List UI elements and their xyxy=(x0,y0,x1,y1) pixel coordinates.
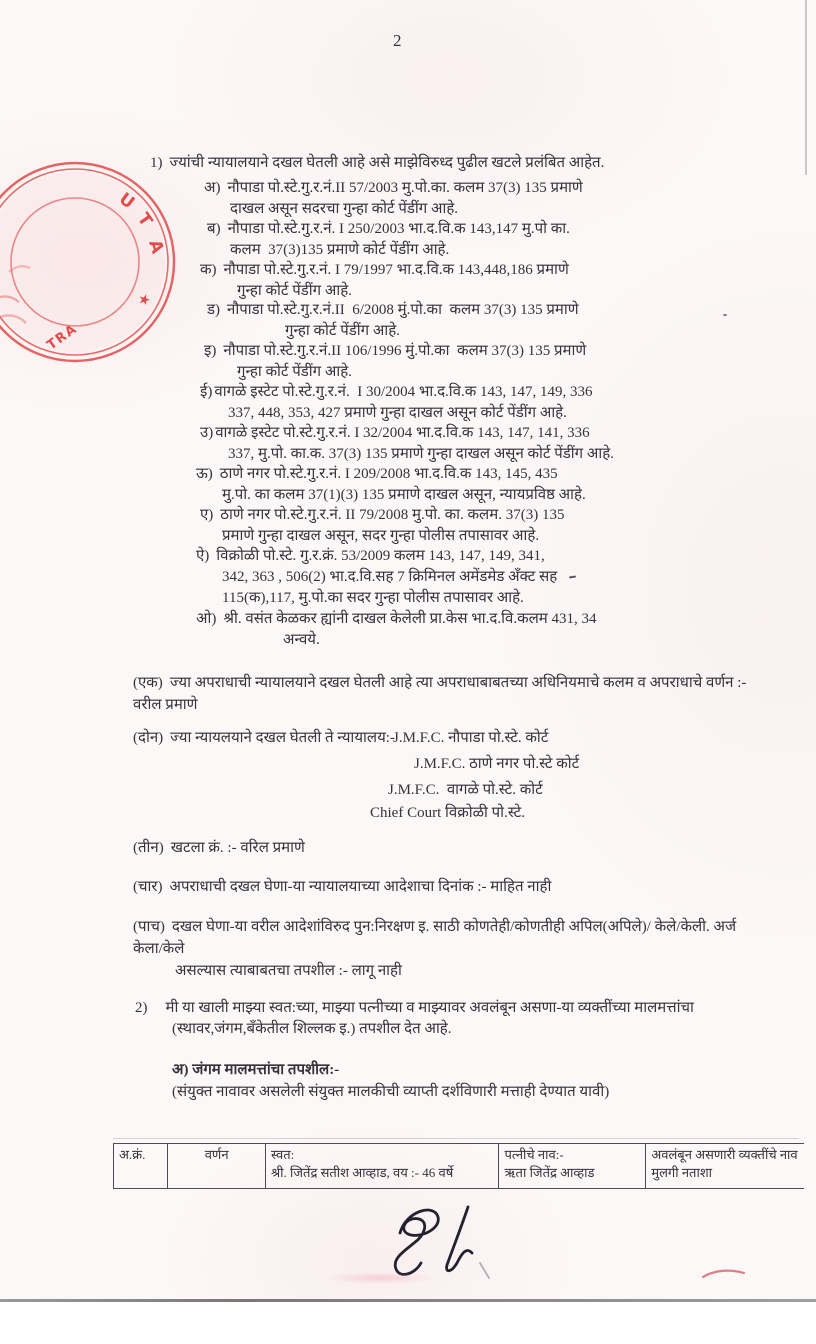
case-line: गुन्हा कोर्ट पेंडींग आहे. xyxy=(237,283,352,299)
court-line: J.M.F.C. वागळे पो.स्टे. कोर्ट xyxy=(388,782,543,798)
case-line xyxy=(200,260,569,280)
case-text: वागळे इस्टेट पो.स्टे.गु.र.नं. I 32/2004 भा.द.वि.क 143, 147, 141, 336 xyxy=(215,425,590,441)
cell-value: श्री. जितेंद्र सतीश आव्हाड, वय :- 46 वर्षे xyxy=(270,1165,454,1180)
case-label: ई) xyxy=(200,384,213,400)
court-line: Chief Court विक्रोळी पो.स्टे. xyxy=(370,805,525,821)
section2-line: (स्थावर,जंगम,बँकेतील शिल्लक इ.) तपशील देत आहे. xyxy=(172,1021,452,1037)
case-text: ठाणे नगर पो.स्टे.गु.र.नं. I 209/2008 भा.द.वि.क 143, 145, 435 xyxy=(219,466,558,482)
case-text: नौपाडा पो.स्टे.गु.र.नं. I 250/2003 भा.द.वि.क 143,147 मु.पो का. xyxy=(227,221,570,237)
clause-label: (दोन) xyxy=(133,730,164,746)
scan-artifact-line xyxy=(113,1138,799,1139)
cell-value: ऋता जितेंद्र आव्हाड xyxy=(504,1165,595,1180)
red-mark xyxy=(700,1266,748,1282)
case-line: दाखल असून सदरचा गुन्हा कोर्ट पेंडींग आहे. xyxy=(230,201,459,217)
column-header: वर्णन xyxy=(204,1147,229,1162)
scan-edge-line xyxy=(805,0,807,175)
clause-label: (एक) xyxy=(133,675,163,691)
stamp-letter: A xyxy=(144,237,168,257)
assets-table xyxy=(113,1143,804,1189)
cell-value: मुलगी नताशा xyxy=(651,1165,713,1180)
case-line xyxy=(204,341,586,361)
movable-assets-heading: अ) जंगम मालमत्तांचा तपशील:- xyxy=(172,1062,340,1078)
clause-five-line: केला/केले xyxy=(133,941,185,957)
case-line: 337, मु.पो. का.क. 37(3) 135 प्रमाणे गुन्हा दाखल असून कोर्ट पेंडींग आहे. xyxy=(228,446,614,462)
section2-number: 2) xyxy=(135,1000,148,1016)
clause-label: (चार) xyxy=(133,879,163,895)
clause-text: ज्या अपराधाची न्यायालयाने दखल घेतली आहे त्या अपराधाबाबतच्या अधिनियमाचे कलम व अपराधाचे वर्णन :- xyxy=(169,675,747,691)
clause-one-answer: वरील प्रमाणे xyxy=(133,697,198,713)
court-line: J.M.F.C. नौपाडा पो.स्टे. कोर्ट xyxy=(393,730,549,746)
case-line xyxy=(204,178,583,198)
case-label: ब) xyxy=(207,221,221,237)
clause-five xyxy=(133,917,736,937)
case-label: उ) xyxy=(200,425,214,441)
case-label: ए) xyxy=(200,507,214,523)
page-number: 2 xyxy=(393,31,402,50)
movable-assets-note: (संयुक्त नावावर असलेली संयुक्त मालकीची व्याप्ती दर्शविणारी मत्ताही देण्यात यावी) xyxy=(172,1084,610,1100)
case-label: ऐ) xyxy=(196,548,210,564)
column-header: अवलंबून असणारी व्यक्तींचे नाव xyxy=(651,1147,798,1162)
clause-three xyxy=(133,838,305,858)
case-line xyxy=(196,609,597,629)
case-label: ओ) xyxy=(196,611,217,627)
case-line: 115(क),117, मु.पो.का सदर गुन्हा पोलीस तपासावर आहे. xyxy=(222,590,524,606)
column-header: पत्नीचे नाव:- xyxy=(504,1147,564,1162)
case-label: इ) xyxy=(204,343,217,359)
case-text: वागळे इस्टेट पो.स्टे.गु.र.नं. I 30/2004 भा.द.वि.क 143, 147, 149, 336 xyxy=(214,384,593,400)
case-label: क) xyxy=(200,262,217,278)
case-text: नौपाडा पो.स्टे.गु.र.नं. I 79/1997 भा.द.वि.क 143,448,186 प्रमाणे xyxy=(223,262,569,278)
case-text: नौपाडा पो.स्टे.गु.र.नं.II 6/2008 मुं.पो.का कलम 37(3) 135 प्रमाणे xyxy=(227,302,579,318)
case-line: मु.पो. का कलम 37(1)(3) 135 प्रमाणे दाखल असून, न्यायप्रविष्ठ आहे. xyxy=(222,487,586,503)
clause-one xyxy=(133,673,746,693)
column-header: अ.क्रं. xyxy=(119,1147,146,1162)
case-text: ठाणे नगर पो.स्टे.गु.र.नं. II 79/2008 मु.पो. का. कलम. 37(3) 135 xyxy=(220,507,565,523)
table-col-description xyxy=(168,1144,266,1188)
clause-five-line: असल्यास त्याबाबतचा तपशील :- लागू नाही xyxy=(175,963,402,979)
case-line xyxy=(207,300,579,320)
case-label: अ) xyxy=(204,180,221,196)
table-col-serial xyxy=(114,1144,168,1188)
stamp-letter: T xyxy=(132,209,156,231)
table-col-self xyxy=(266,1144,500,1188)
pink-smudge xyxy=(325,1272,435,1284)
case-line: 337, 448, 353, 427 प्रमाणे गुन्हा दाखल असून कोर्ट पेंडींग आहे. xyxy=(228,405,567,421)
signature xyxy=(348,1193,528,1303)
case-line: गुन्हा कोर्ट पेंडींग आहे. xyxy=(285,323,400,339)
case-line: अन्वये. xyxy=(283,632,320,648)
clause-text: दखल घेणा-या वरील आदेशांविरुद पुन:निरक्षण इ. साठी कोणतेही/कोणतीही अपिल(अपिले)/ केले/केली. अर्ज xyxy=(171,919,737,935)
clause-text: ज्या न्यायलयाने दखल घेतली ते न्यायालय:- xyxy=(170,730,395,746)
case-line: 342, 363 , 506(2) भा.द.वि.सह 7 क्रिमिनल अमेंडमेड अँक्ट सह xyxy=(222,569,558,585)
case-line xyxy=(207,219,570,239)
clause-text: अपराधाची दखल घेणा-या न्यायालयाच्या आदेशाचा दिनांक :- माहित नाही xyxy=(169,879,552,895)
case-line xyxy=(200,382,593,402)
table-col-dependents xyxy=(646,1144,804,1188)
stamp-letter: U xyxy=(114,189,139,214)
case-text: श्री. वसंत केळकर ह्यांनी दाखल केलेली प्रा.केस भा.द.वि.कलम 431, 34 xyxy=(223,611,597,627)
case-label: ड) xyxy=(207,302,221,318)
clause-two xyxy=(133,728,395,748)
clause-four xyxy=(133,877,551,897)
case-line xyxy=(200,423,590,443)
case-text: नौपाडा पो.स्टे.गु.र.नं.II 106/1996 मुं.पो.का कलम 37(3) 135 प्रमाणे xyxy=(223,343,587,359)
section1-intro-text: ज्यांची न्यायालयाने दखल घेतली आहे असे माझेविरुध्द पुढील खटले प्रलंबित आहेत. xyxy=(169,155,605,171)
table-col-wife xyxy=(499,1144,646,1188)
clause-text: खटला क्रं. :- वरिल प्रमाणे xyxy=(170,840,305,856)
stamp-star-icon: ★ xyxy=(135,290,153,310)
stamp-bottom-text: TRA xyxy=(44,321,81,354)
case-line xyxy=(196,464,558,484)
scan-speck xyxy=(723,314,727,316)
case-line: गुन्हा कोर्ट पेंडींग आहे. xyxy=(237,364,352,380)
paper-bottom-edge xyxy=(0,1299,816,1302)
case-line xyxy=(200,505,564,525)
clause-label: (पाच) xyxy=(133,919,165,935)
case-line: प्रमाणे गुन्हा दाखल असून, सदर गुन्हा पोलीस तपासावर आहे. xyxy=(222,528,540,544)
court-line: J.M.F.C. ठाणे नगर पो.स्टे कोर्ट xyxy=(414,756,580,772)
case-text: नौपाडा पो.स्टे.गु.र.नं.II 57/2003 मु.पो.का. कलम 37(3) 135 प्रमाणे xyxy=(227,180,583,196)
section2-text: मी या खाली माझ्या स्वत:च्या, माझ्या पत्नीच्या व माझ्यावर अवलंबून असणा-या व्यक्तींच्या मालमत्तांचा xyxy=(165,1000,694,1016)
section1-number: 1) xyxy=(150,155,163,171)
case-label: ऊ) xyxy=(196,466,213,482)
case-text: विक्रोळी पो.स्टे. गु.र.क्रं. 53/2009 कलम 143, 147, 149, 341, xyxy=(216,548,545,564)
clause-label: (तीन) xyxy=(133,840,164,856)
case-line xyxy=(196,546,545,566)
column-header: स्वत: xyxy=(270,1147,295,1162)
section2-intro xyxy=(135,998,694,1018)
case-line: कलम 37(3)135 प्रमाणे कोर्ट पेंडींग आहे. xyxy=(230,242,450,258)
